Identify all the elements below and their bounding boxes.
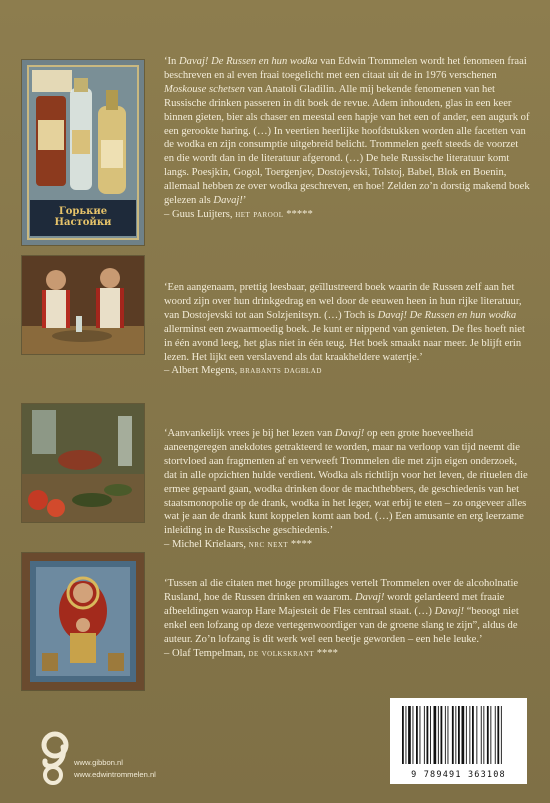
review-text: ‘Tussen al die citaten met hoge promillages vertelt Trommelen over de alcoholnatie Rusland, hoe de Russen drinken en waarom. Davaj! wordt gelardeerd met fraaie afbeeldingen waarop Hare Majesteit de Fles centraal staat. (…) Davaj! “beoogt niet enkel een lofzang op deze vertegenwoordiger van de groene slang te zijn”, aldus de auteur. Zo’n lofzang is dit werk wel een beetje geworden – een hele leuke.’ [164, 578, 519, 645]
barcode-bar [424, 706, 425, 764]
barcode-number: 9 789491 363108 [411, 770, 506, 780]
barcode-bar [430, 706, 431, 764]
link-gibbon[interactable]: www.gibbon.nl [74, 758, 123, 767]
barcode-bar [462, 706, 465, 764]
review-source: het parool [235, 208, 284, 220]
review-volkskrant [164, 577, 530, 660]
barcode-bar [434, 706, 437, 764]
link-author[interactable]: www.edwintrommelen.nl [74, 770, 156, 779]
review-parool [164, 55, 530, 222]
barcode-bar [448, 706, 449, 764]
barcode-bar [490, 706, 491, 764]
review-author: – Albert Megens, [164, 365, 238, 377]
barcode-bar [416, 706, 418, 764]
review-attribution [164, 208, 530, 222]
barcode-bar [501, 706, 502, 764]
icon-painting-image [22, 553, 144, 690]
review-author: – Michel Krielaars, [164, 539, 247, 551]
barcode-bar [497, 706, 499, 764]
review-attribution [164, 647, 530, 661]
barcode-bar [483, 706, 484, 764]
poster-caption: Горькие Настойки [54, 206, 112, 228]
barcode-bar [466, 706, 467, 764]
barcode-bar [413, 706, 414, 764]
barcode-bar [427, 706, 429, 764]
review-stars: ***** [286, 208, 313, 220]
barcode-bar [452, 706, 454, 764]
review-attribution [164, 538, 530, 552]
barcode-bar [408, 706, 411, 764]
review-author: – Olaf Tempelman, [164, 647, 246, 659]
review-attribution [164, 364, 530, 378]
barcode-bars [390, 698, 527, 768]
barcode-bar [481, 706, 482, 764]
review-stars: **** [290, 539, 313, 551]
barcode-bar [476, 706, 477, 764]
two-men-drinking-image [22, 256, 144, 354]
barcode-bar [445, 706, 446, 764]
review-text: ‘Aanvankelijk vrees je bij het lezen van Davaj! op een grote hoeveelheid aaneengeregen anekdotes getrakteerd te worden, maar na verloop van tijd neemt die stortvloed aan fragmenten af en verweeft Trommelen die met zijn eigen onderzoek, dat in alle opzichten hulde verdient. Wodka als richtlijn voor het leven, de rituelen die ermee gepaard gaan, wodka drinken door de machthebbers, de geschiedenis van het staatsmonopolie op de drank, wodka in het leger, wat erbij te eten – zo ongeveer alles wat je aan de drank kunt koppelen komt aan bod. (…) Een amusante en erg leerzame inleiding in de Russische geschiedenis.’ [164, 428, 528, 537]
review-nrc-next [164, 427, 530, 552]
barcode-bar [402, 706, 404, 764]
review-source: brabants dagblad [239, 365, 322, 377]
review-author: – Guus Luijters, [164, 208, 233, 220]
gibbon-logo-icon [33, 727, 77, 787]
barcode-bar [469, 706, 470, 764]
isbn-barcode [390, 698, 527, 784]
barcode-bar [495, 706, 496, 764]
still-life-image [22, 404, 144, 522]
barcode-bar [455, 706, 456, 764]
barcode-bar [441, 706, 443, 764]
barcode-bar [438, 706, 439, 764]
barcode-bar [406, 706, 407, 764]
publisher-links [74, 757, 156, 781]
review-brabants-dagblad [164, 281, 530, 378]
barcode-bar [458, 706, 460, 764]
barcode-bar [472, 706, 474, 764]
barcode-bar [420, 706, 421, 764]
review-text: ‘Een aangenaam, prettig leesbaar, geïllustreerd boek waarin de Russen zelf aan het woord zijn over hun drinkgedrag en wel door de eeuwen heen in hun rijke literatuur, van Dostojevski tot aan Solzjenitsyn. (…) Toch is Davaj! De Russen en hun wodka allerminst een zwaarmoedig boek. Je kunt er nippend van genieten. De fles hoeft niet in één avond leeg, het glas niet in één teug. Het boek smaakt naar meer. Je blijft erin lezen. Het lijkt een verslavend als dat kraakheldere watertje.’ [164, 282, 525, 363]
review-source: de volkskrant [248, 647, 315, 659]
barcode-bar [487, 706, 489, 764]
review-source: nrc next [248, 539, 289, 551]
review-text: ‘In Davaj! De Russen en hun wodka van Edwin Trommelen wordt het fenomeen fraai beschreven en al even fraai toegelicht met een citaat uit de in 1976 verschenen Moskouse schetsen van Anatoli Gladilin. Alle mij bekende fenomenen van het Russische drinken passeren in dit boek de revue. Adem inhouden, glas in een keer binnen gieten, bier als chaser en meestal een hapje van het een of ander, een augurk of een gerookte haring. (…) In veertien heerlijke hoofdstukken worden alle facetten van de wodka en zijn consumptie uitgebreid belicht. Trommelen geeft steeds de voorzet en die wordt dan in de literatuur afgerond. (…) De hele Russische literatuur komt langs. Poesjkin, Gogol, Toergenjev, Dostojevski, Tolstoj, Babel, Blok en Boenin, allemaal hebben ze over wodka geschreven, en hoe! Zelden zo’n dorstig makend boek gelezen als Davaj!’ [164, 56, 530, 207]
review-stars: **** [316, 647, 338, 659]
vodka-poster-image [22, 60, 144, 245]
